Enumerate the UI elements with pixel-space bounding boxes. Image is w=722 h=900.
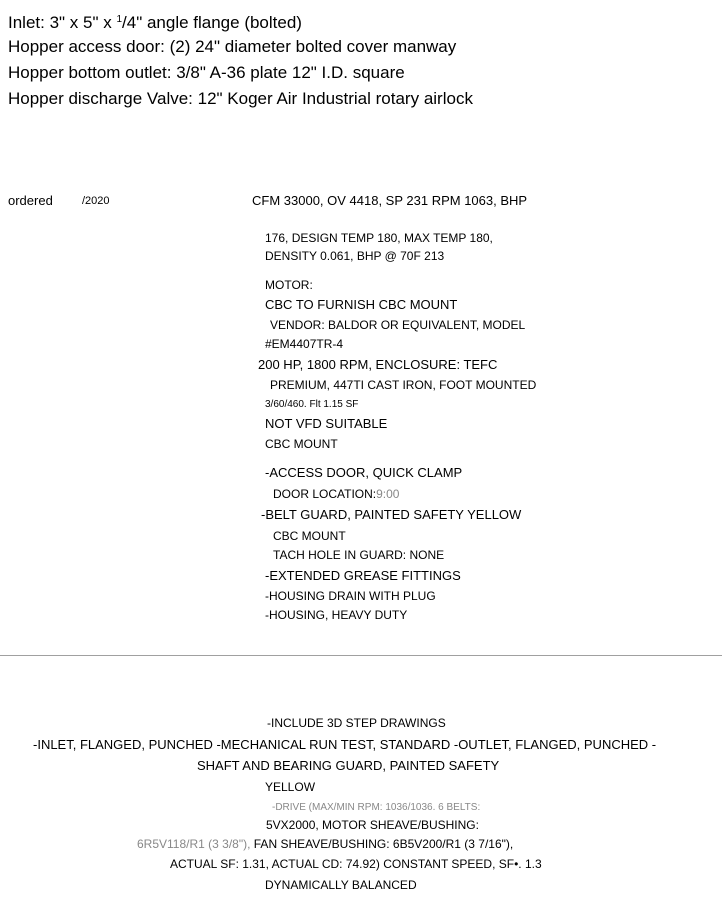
motor-line-vendor: VENDOR: BALDOR OR EQUIVALENT, MODEL	[270, 318, 526, 332]
yellow-line: YELLOW	[265, 780, 316, 794]
tach-hole-line: TACH HOLE IN GUARD: NONE	[273, 548, 445, 562]
motor-line-voltage: 3/60/460. Flt 1.15 SF	[265, 399, 359, 410]
inlet-run-test-line: -INLET, FLANGED, PUNCHED -MECHANICAL RUN TEST, STANDARD -OUTLET, FLANGED, PUNCHED -	[33, 737, 657, 752]
motor-line-premium: PREMIUM, 447TI CAST IRON, FOOT MOUNTED	[270, 378, 537, 392]
inlet-line	[8, 8, 302, 35]
hopper-discharge-valve-line: Hopper discharge Valve: 12" Koger Air Industrial rotary airlock	[8, 89, 473, 108]
spec-line-3: DENSITY 0.061, BHP @ 70F 213	[265, 249, 445, 263]
housing-heavy-duty-line: -HOUSING, HEAVY DUTY	[265, 608, 408, 622]
fan-sheave-part: FAN SHEAVE/BUSHING: 6B5V200/R1 (3 7/16"),	[253, 837, 514, 851]
motor-line-mount: CBC MOUNT	[265, 437, 338, 451]
motor-sheave-part: 6R5V118/R1 (3 3/8"),	[137, 837, 254, 851]
inlet-text: Inlet: 3" x 5" x	[8, 13, 117, 32]
hopper-access-door-line: Hopper access door: (2) 24" diameter bolted cover manway	[8, 37, 457, 56]
inlet-fraction-denominator: /4"	[122, 13, 143, 32]
spec-line-2: 176, DESIGN TEMP 180, MAX TEMP 180,	[265, 231, 493, 245]
hopper-bottom-outlet-line: Hopper bottom outlet: 3/8" A-36 plate 12" I.D. square	[8, 63, 405, 82]
motor-line-furnish: CBC TO FURNISH CBC MOUNT	[265, 297, 458, 312]
inlet-suffix: angle flange (bolted)	[142, 13, 302, 32]
door-location-value: 9:00	[376, 487, 400, 501]
grease-fittings-line: -EXTENDED GREASE FITTINGS	[265, 568, 461, 583]
access-door-line: -ACCESS DOOR, QUICK CLAMP	[265, 465, 463, 480]
door-location-label: DOOR LOCATION:	[273, 487, 377, 501]
motor-title: MOTOR:	[265, 278, 313, 292]
section-divider	[0, 655, 722, 656]
belts-line: 5VX2000, MOTOR SHEAVE/BUSHING:	[266, 818, 479, 832]
belt-mount-line: CBC MOUNT	[273, 529, 346, 543]
ordered-date: /2020	[82, 195, 110, 207]
spec-line-1: CFM 33000, OV 4418, SP 231 RPM 1063, BHP	[252, 193, 528, 208]
motor-line-model: #EM4407TR-4	[265, 337, 344, 351]
shaft-guard-line: SHAFT AND BEARING GUARD, PAINTED SAFETY	[197, 758, 500, 773]
inlet-fraction-numerator: 1	[116, 14, 123, 25]
step-drawings-line: -INCLUDE 3D STEP DRAWINGS	[267, 716, 446, 730]
actual-sf-line: ACTUAL SF: 1.31, ACTUAL CD: 74.92) CONSTANT SPEED, SF•. 1.3	[170, 857, 542, 871]
dynamically-balanced-line: DYNAMICALLY BALANCED	[265, 878, 417, 892]
housing-drain-line: -HOUSING DRAIN WITH PLUG	[265, 589, 436, 603]
ordered-label: ordered	[8, 193, 53, 208]
belt-guard-line: -BELT GUARD, PAINTED SAFETY YELLOW	[261, 507, 522, 522]
drive-line: -DRIVE (MAX/MIN RPM: 1036/1036. 6 BELTS:	[272, 802, 481, 813]
motor-line-hp: 200 HP, 1800 RPM, ENCLOSURE: TEFC	[258, 357, 498, 372]
door-location-line	[273, 487, 399, 501]
motor-line-vfd: NOT VFD SUITABLE	[265, 416, 388, 431]
sheave-line	[137, 837, 513, 851]
